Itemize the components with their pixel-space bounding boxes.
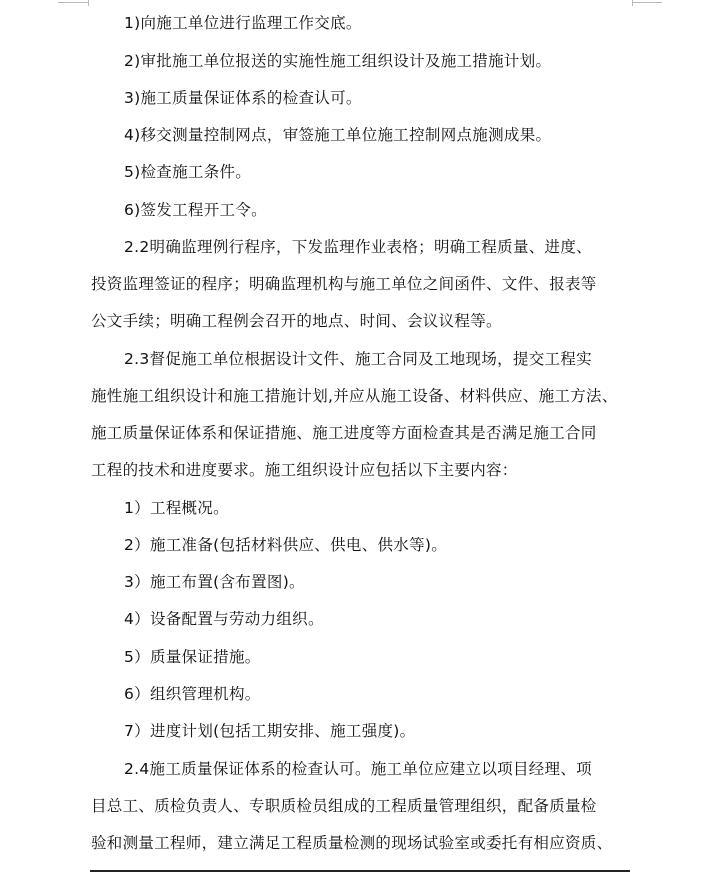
- content-item-6: 6）组织管理机构。: [124, 685, 261, 703]
- list-item-1: 1)向施工单位进行监理工作交底。: [124, 14, 362, 32]
- page-bottom-rule: [90, 870, 630, 872]
- paragraph-2-3-line-4: 工程的技术和进度要求。施工组织设计应包括以下主要内容：: [91, 461, 518, 479]
- list-item-5: 5)检查施工条件。: [124, 163, 252, 181]
- paragraph-2-2-line-1: 2.2明确监理例行程序，下发监理作业表格；明确工程质量、进度、: [124, 238, 592, 256]
- paragraph-2-2-line-3: 公文手续；明确工程例会召开的地点、时间、会议议程等。: [91, 312, 502, 330]
- crop-mark-top-left: [58, 2, 88, 3]
- paragraph-2-4-line-3: 验和测量工程师，建立满足工程质量检测的现场试验室或委托有相应资质、: [91, 834, 613, 852]
- crop-mark-top-right: [632, 0, 633, 6]
- list-item-4: 4)移交测量控制网点，审签施工单位施工控制网点施测成果。: [124, 126, 552, 144]
- list-item-2: 2)审批施工单位报送的实施性施工组织设计及施工措施计划。: [124, 52, 552, 70]
- list-item-3: 3)施工质量保证体系的检查认可。: [124, 89, 362, 107]
- content-item-5: 5）质量保证措施。: [124, 648, 261, 666]
- list-item-6: 6)签发工程开工令。: [124, 201, 267, 219]
- content-item-2: 2）施工准备(包括材料供应、供电、供水等)。: [124, 536, 448, 554]
- crop-mark-top-left: [88, 0, 89, 6]
- paragraph-2-2-line-2: 投资监理签证的程序；明确监理机构与施工单位之间函件、文件、报表等: [91, 275, 597, 293]
- crop-mark-top-right: [632, 2, 662, 3]
- paragraph-2-4-line-2: 目总工、质检负责人、专职质检员组成的工程质量管理组织，配备质量检: [91, 797, 597, 815]
- paragraph-2-3-line-2: 施性施工组织设计和施工措施计划,并应从施工设备、材料供应、施工方法、: [91, 387, 618, 405]
- paragraph-2-3-line-3: 施工质量保证体系和保证措施、施工进度等方面检查其是否满足施工合同: [91, 424, 597, 442]
- paragraph-2-3-line-1: 2.3督促施工单位根据设计文件、施工合同及工地现场，提交工程实: [124, 350, 592, 368]
- content-item-7: 7）进度计划(包括工期安排、施工强度)。: [124, 722, 416, 740]
- content-item-3: 3）施工布置(含布置图)。: [124, 573, 305, 591]
- content-item-1: 1）工程概况。: [124, 499, 229, 517]
- paragraph-2-4-line-1: 2.4施工质量保证体系的检查认可。施工单位应建立以项目经理、项: [124, 760, 592, 778]
- content-item-4: 4）设备配置与劳动力组织。: [124, 610, 324, 628]
